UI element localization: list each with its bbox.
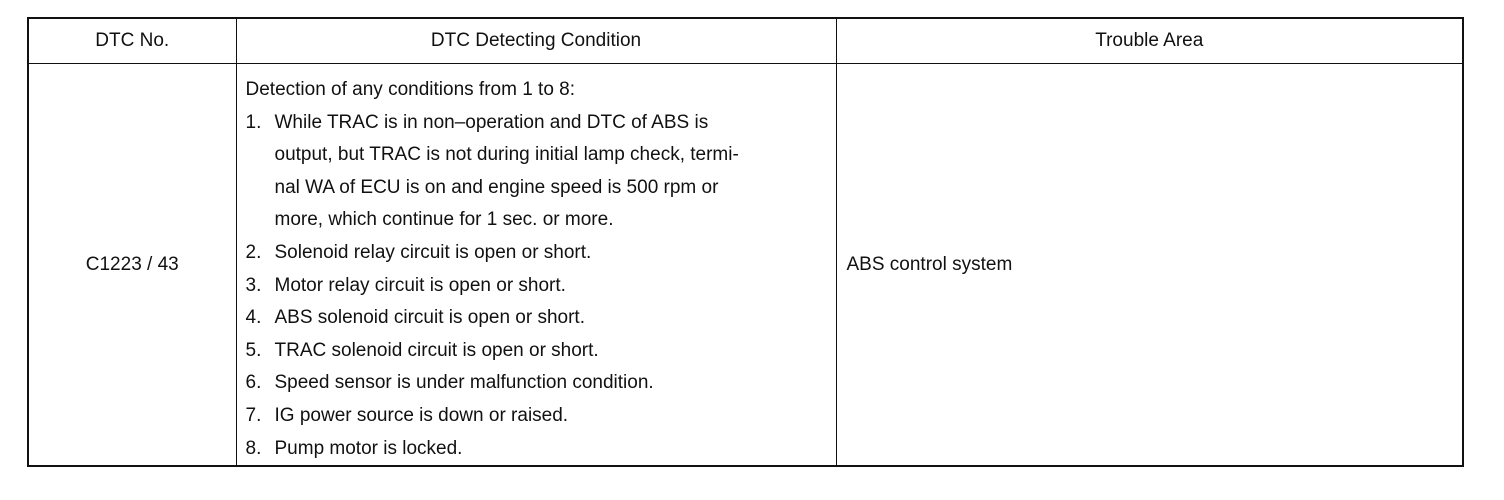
table-row bbox=[28, 64, 1463, 467]
dtc-table bbox=[27, 17, 1464, 467]
condition-line: IG power source is down or raised. bbox=[274, 404, 569, 426]
condition-item bbox=[246, 433, 826, 466]
condition-text bbox=[275, 302, 826, 335]
trouble-area-cell: ABS control system bbox=[836, 64, 1463, 467]
header-dtc-no: DTC No. bbox=[28, 18, 236, 64]
condition-item bbox=[246, 237, 826, 270]
header-row bbox=[28, 18, 1463, 64]
condition-line: more, which continue for 1 sec. or more. bbox=[274, 209, 614, 231]
condition-number: 2. bbox=[245, 241, 262, 263]
condition-text bbox=[275, 400, 826, 433]
condition-line: Speed sensor is under malfunction condition. bbox=[274, 372, 654, 394]
condition-item bbox=[246, 400, 826, 433]
condition-text bbox=[275, 237, 826, 270]
condition-line: output, but TRAC is not during initial lamp check, termi- bbox=[274, 144, 739, 166]
condition-line: Motor relay circuit is open or short. bbox=[274, 274, 566, 296]
condition-number: 6. bbox=[245, 372, 262, 394]
condition-line: While TRAC is in non–operation and DTC of ABS is bbox=[274, 111, 709, 133]
condition-intro: Detection of any conditions from 1 to 8: bbox=[245, 79, 576, 100]
condition-number: 8. bbox=[245, 437, 262, 459]
condition-number: 1. bbox=[245, 111, 262, 133]
condition-line: Solenoid relay circuit is open or short. bbox=[274, 241, 592, 263]
condition-text bbox=[275, 433, 826, 466]
condition-number: 7. bbox=[245, 404, 262, 426]
condition-item bbox=[246, 270, 826, 303]
condition-line: ABS solenoid circuit is open or short. bbox=[274, 307, 585, 329]
condition-line: TRAC solenoid circuit is open or short. bbox=[274, 339, 599, 361]
header-trouble-area: Trouble Area bbox=[836, 18, 1463, 64]
header-detecting-condition: DTC Detecting Condition bbox=[236, 18, 836, 64]
condition-text bbox=[275, 270, 826, 303]
condition-number: 5. bbox=[245, 339, 262, 361]
condition-text bbox=[275, 335, 826, 368]
condition-text bbox=[275, 367, 826, 400]
condition-item bbox=[246, 367, 826, 400]
condition-item bbox=[246, 302, 826, 335]
condition-number: 4. bbox=[245, 307, 262, 329]
detecting-condition-cell bbox=[236, 64, 836, 467]
condition-line: Pump motor is locked. bbox=[274, 437, 463, 459]
condition-line: nal WA of ECU is on and engine speed is 500 rpm or bbox=[274, 176, 719, 198]
condition-number: 3. bbox=[245, 274, 262, 296]
condition-list bbox=[246, 107, 826, 466]
condition-text bbox=[275, 107, 826, 237]
condition-item bbox=[246, 335, 826, 368]
dtc-code-cell: C1223 / 43 bbox=[28, 64, 236, 467]
condition-item bbox=[246, 107, 826, 237]
